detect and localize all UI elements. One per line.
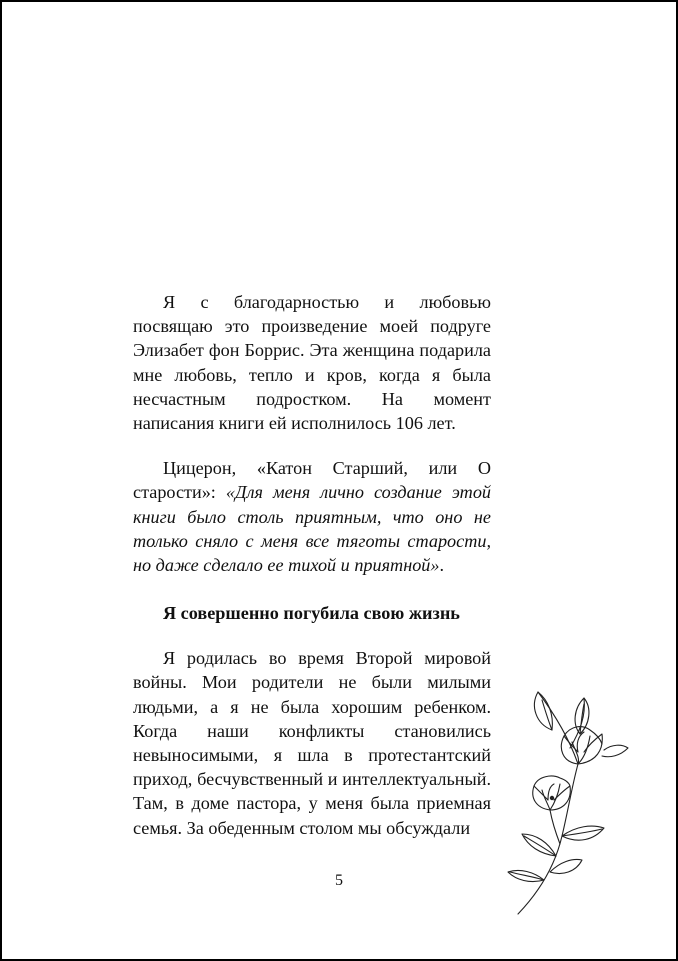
quote-tail: . bbox=[439, 555, 445, 576]
page-body bbox=[133, 290, 491, 840]
quote-lead: Цицерон, «Катон Старший, или О старости»: bbox=[133, 458, 491, 503]
quote-italic: «Для меня лично создание этой книги было столь приятным, что оно не только сняло с меня все тяготы старости, но даже сделало ее тихой и приятной» bbox=[133, 482, 492, 576]
dedication-paragraph: Я с благодарностью и любовью посвящаю это произведение моей подруге Элизабет фон Боррис. Эта женщина подарила мне любовь, тепло и кров, когда я была несчастным подростком. На момент написания книги ей исполнилось 106 лет. bbox=[133, 292, 491, 434]
chapter-paragraph: Я родилась во время Второй мировой войны. Мои родители не были милыми людьми, а я не была хорошим ребенком. Когда наши конфликты становились невыносимыми, я шла в протестантский приход, бесчувственный и интеллектуальный. Там, в доме пастора, у меня была приемная семья. За обеденным столом мы обсуждали bbox=[133, 648, 491, 838]
chapter-heading: Я совершенно погубила свою жизнь bbox=[163, 603, 460, 624]
floral-line-art-icon bbox=[500, 686, 640, 926]
quote-paragraph bbox=[133, 456, 491, 577]
page-number: 5 bbox=[335, 872, 343, 889]
